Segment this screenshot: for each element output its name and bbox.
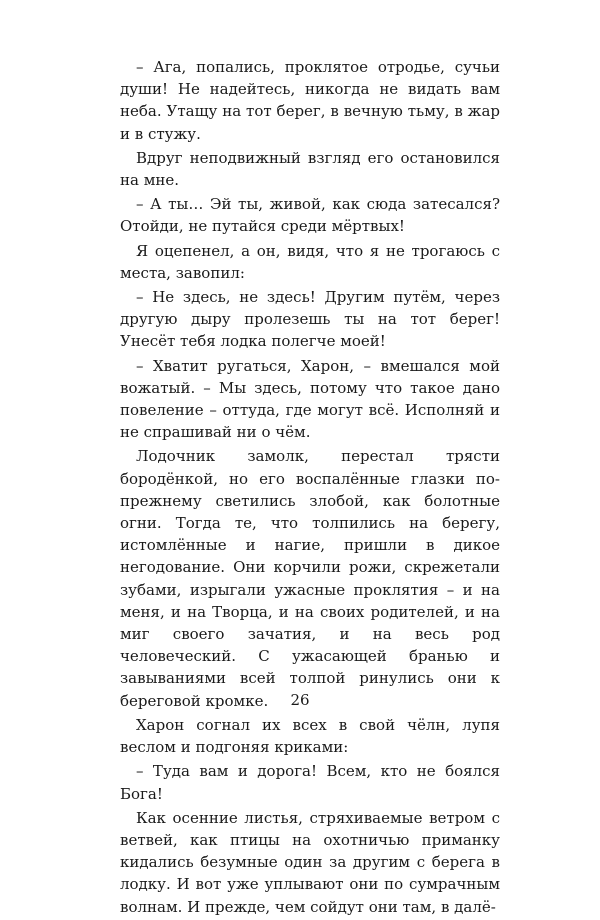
paragraph: Вдруг неподвижный взгляд его остановился на мне. xyxy=(120,148,500,190)
paragraph: – Туда вам и дорога! Всем, кто не боялся Бога! xyxy=(120,762,500,803)
paragraph: – Не здесь, не здесь! Другим путём, через другую дыру пролезешь ты на тот берег! Унесёт тебя лодка полегче моей! xyxy=(120,288,500,351)
text-block xyxy=(120,56,500,920)
paragraph: – Ага, попались, проклятое отродье, сучьи души! Не надейтесь, никогда не видать вам неба. Утащу на тот берег, в вечную тьму, в жар и в стужу. xyxy=(120,58,500,143)
paragraph: Лодочник замолк, перестал трясти бородёнкой, но его воспалённые глазки по-прежнему светились злобой, как болотные огни. Тогда те, что толпились на берегу, истомлённые и нагие, пришли в дикое негодование. Они корчили рожи, скрежетали зубами, изрыгали ужасные проклятия – и на меня, и на Творца, и на своих родителей, и на миг своего зачатия, и на весь род человеческий. С ужасающей бранью и завываниями всей толпой ринулись они к береговой кромке. xyxy=(120,447,500,710)
paragraph: Как осенние листья, стряхиваемые ветром с ветвей, как птицы на охотничью приманку кидались безумные один за другим с берега в лодку. И вот уже уплывают они по сумрачным волнам. И прежде, чем сойдут они там, в далё- xyxy=(120,808,500,916)
page-number: 26 xyxy=(290,691,310,709)
paragraph: – Хватит ругаться, Харон, – вмешался мой вожатый. – Мы здесь, потому что такое дано повеление – оттуда, где могут всё. Исполняй и не спрашивай ни о чём. xyxy=(120,356,500,442)
paragraph: Я оцепенел, а он, видя, что я не трогаюсь с места, завопил: xyxy=(120,241,500,282)
paragraph: – А ты… Эй ты, живой, как сюда затесался? Отойди, не путайся среди мёртвых! xyxy=(120,195,500,236)
paragraph: Харон согнал их всех в свой чёлн, лупя веслом и подгоняя криками: xyxy=(120,715,500,757)
